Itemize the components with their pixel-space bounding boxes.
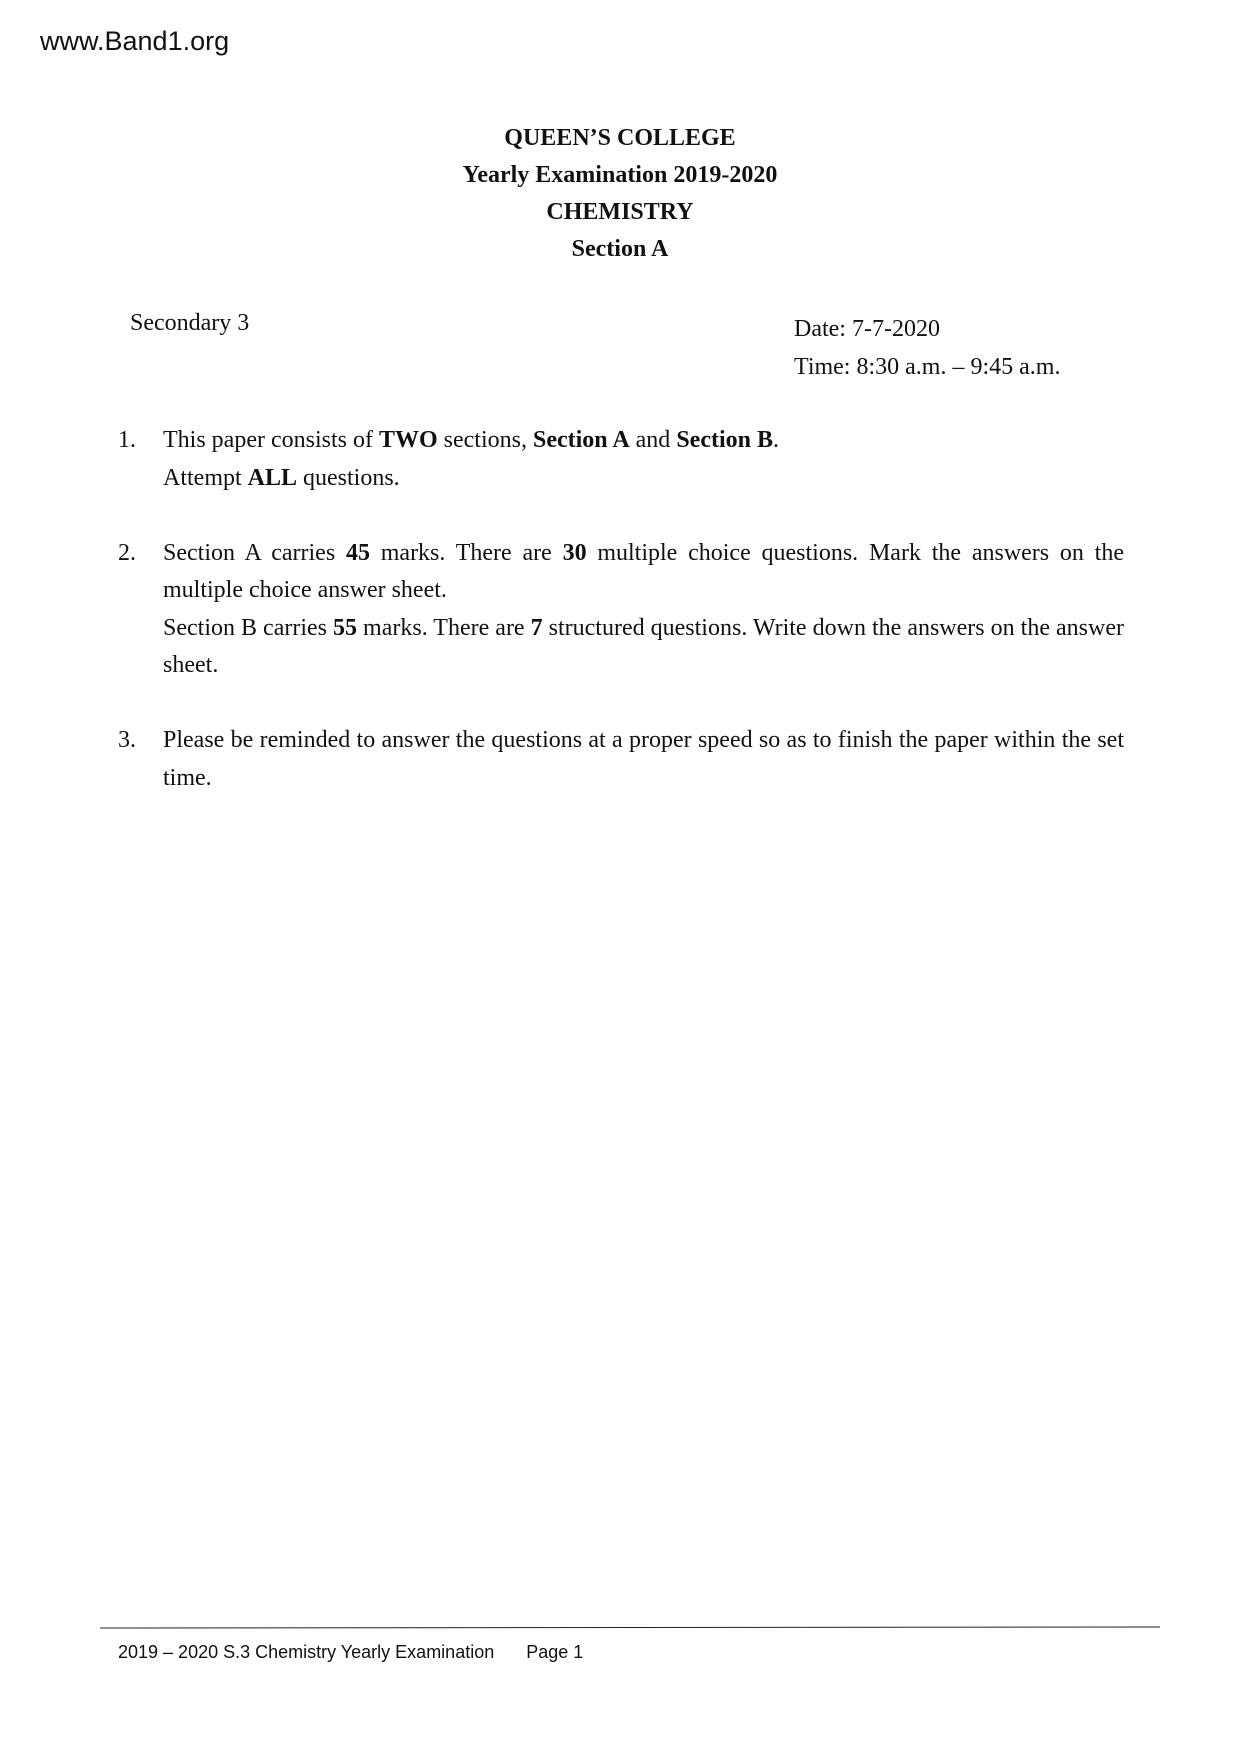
section-title: Section A — [571, 236, 669, 262]
instruction-number: 3. — [118, 727, 136, 753]
footer-divider — [100, 1627, 1160, 1629]
instructions-list — [118, 422, 1124, 835]
subject-title: CHEMISTRY — [546, 199, 694, 225]
exam-date: Date: 7-7-2020 — [794, 316, 940, 342]
instruction-item — [118, 722, 1124, 797]
exam-schedule — [794, 310, 1060, 386]
instruction-text: This paper consists of TWO sections, Section A and Section B. — [163, 427, 779, 453]
instruction-number: 1. — [118, 427, 136, 453]
instruction-item — [118, 535, 1124, 685]
instruction-item — [118, 422, 1124, 497]
instruction-text: Attempt ALL questions. — [163, 464, 400, 491]
page-number: Page 1 — [526, 1642, 584, 1662]
watermark-url: www.Band1.org — [40, 26, 230, 56]
footer-title: 2019 – 2020 S.3 Chemistry Yearly Examination — [118, 1642, 495, 1662]
exam-title: Yearly Examination 2019-2020 — [462, 162, 778, 188]
exam-header — [0, 120, 1240, 268]
instruction-text: Section B carries 55 marks. There are 7 structured questions. Write down the answers on the answer sheet. — [163, 614, 1124, 678]
form-level: Secondary 3 — [130, 310, 250, 336]
exam-time: Time: 8:30 a.m. – 9:45 a.m. — [794, 354, 1061, 380]
page-footer — [118, 1642, 583, 1663]
instruction-text: Please be reminded to answer the questions at a proper speed so as to finish the paper within the set time. — [163, 727, 1124, 791]
school-name: QUEEN’S COLLEGE — [504, 125, 736, 151]
instruction-text: Section A carries 45 marks. There are 30 multiple choice questions. Mark the answers on the multiple choice answer sheet. — [163, 539, 1125, 603]
instruction-number: 2. — [118, 539, 136, 566]
